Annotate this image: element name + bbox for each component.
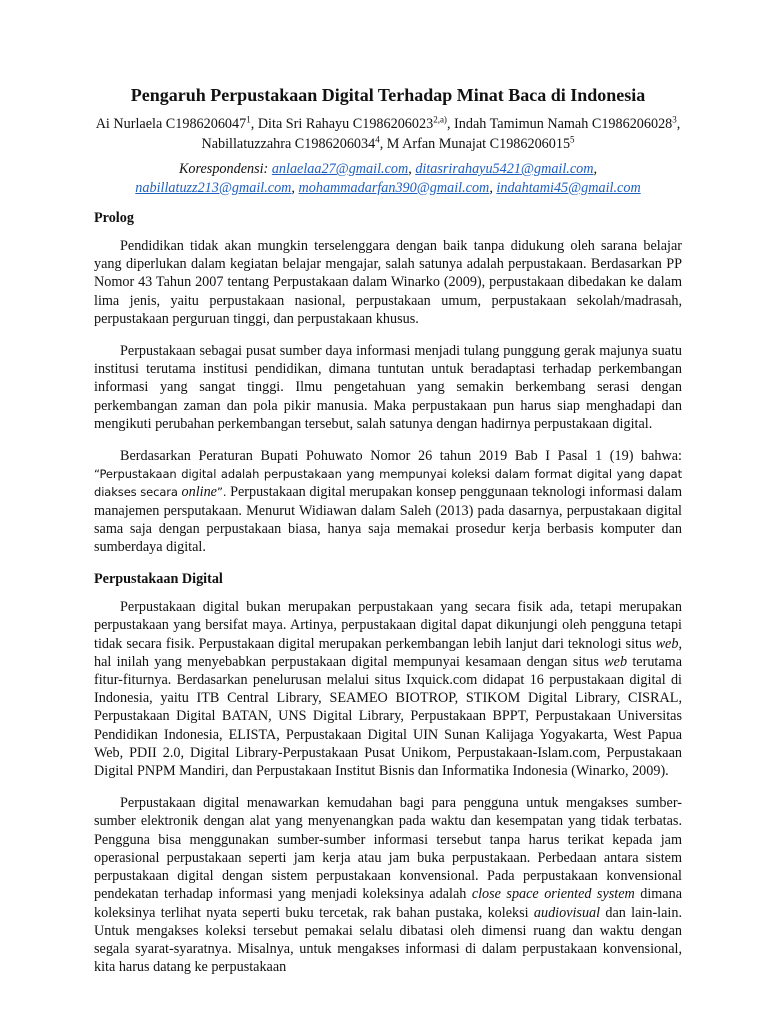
italic-term: close space oriented system — [471, 886, 635, 903]
paper-title: Pengaruh Perpustakaan Digital Terhadap Minat Baca di Indonesia — [130, 85, 646, 105]
italic-term: online — [181, 484, 217, 501]
author-name: Ai Nurlaela C1986206047 — [95, 116, 247, 132]
author-name: , Indah Tamimun Namah C1986206028 — [446, 116, 673, 132]
email-link[interactable]: mohammadarfan390@gmail.com — [298, 179, 490, 196]
affiliation-mark: 3 — [672, 114, 677, 125]
email-link[interactable]: indahtami45@gmail.com — [496, 179, 641, 196]
email-link[interactable]: anlaelaa27@gmail.com — [271, 161, 409, 177]
email-link[interactable]: nabillatuzz213@gmail.com — [135, 179, 292, 196]
author-name: , M Arfan Munajat C1986206015 — [379, 136, 571, 152]
italic-term: web — [604, 653, 628, 670]
quote-text: “Perpustakaan digital adalah perpustakaan yang mempunyai koleksi dalam format digital yang dapat diakses secara — [94, 467, 682, 500]
affiliation-mark: 2,a) — [433, 114, 447, 125]
italic-term: web — [655, 635, 679, 652]
author-list — [94, 114, 682, 154]
paragraph-text: dan lain-lain. Untuk mengakses koleksi tersebut pemakai selalu dibatasi oleh dimensi ruang dan waktu dengan segala syarat-syaratnya. Misalnya, untuk mengakses informasi di dalam perpustakaan konvensional, kita harus datang ke perpustakaan — [94, 904, 682, 976]
correspondence-line: Korespondensi: anlaelaa27@gmail.com, ditasrirahayu5421@gmail.com, nabillatuzz213@gmail.com, mohammadarfan390@gmail.com, indahtami45@gmail.com — [135, 161, 641, 196]
paragraph — [94, 447, 682, 556]
affiliation-mark: 1 — [246, 114, 251, 125]
paragraph-text: , hal inilah yang menyebabkan perpustakaan digital mempunyai kesamaan dengan situs — [94, 635, 682, 670]
paragraph — [94, 794, 682, 976]
quote-end: ”. — [216, 485, 231, 500]
author-name: , Nabillatuzzahra C1986206034 — [201, 116, 681, 152]
section-heading-digital: Perpustakaan Digital — [94, 571, 223, 588]
paragraph-text: dimana koleksinya terlihat nyata seperti buku tercetak, rak bahan pustaka, koleksi — [94, 886, 682, 921]
affiliation-mark: 4 — [375, 134, 380, 145]
paragraph-text: Berdasarkan Peraturan Bupati Pohuwato Nomor 26 tahun 2019 Bab I Pasal 1 (19) bahwa: — [120, 448, 682, 465]
affiliation-mark: 5 — [570, 134, 575, 145]
paragraph: Pendidikan tidak akan mungkin terselenggara dengan baik tanpa didukung oleh sarana belajar yang diperlukan dalam kegiatan belajar mengajar, salah satunya adalah perpustakaan. Berdasarkan PP Nomor 43 Tahun 2007 tentang Perpustakaan dalam Winarko (2009), perpustakaan dibedakan ke dalam lima jenis, yaitu perpustakaan nasional, perpustakaan umum, perpustakaan sekolah/madrasah, perpustakaan perguruan tinggi, dan perpustakaan khusus. — [94, 238, 682, 327]
paragraph-text: terutama fitur-fiturnya. Berdasarkan penelurusan melalui situs Ixquick.com didapat 16 perpustakaan digital di Indonesia, yaitu ITB Central Library, SEAMEO BIOTROP, STIKOM Digital Library, CISRAL, Perpustakaan Digital BATAN, UNS Digital Library, Perpustakaan BPPT, Perpustakaan Universitas Pendidikan Indonesia, ELISTA, Perpustakaan Digital UIN Sunan Kalijaga Yogyakarta, West Papua Web, PDII 2.0, Digital Library-Perpustakaan Pusat Unikom, Perpustakaan-Islam.com, Perpustakaan Digital PNPM Mandiri, dan Perpustakaan Institut Bisnis dan Informatika Indonesia (Winarko, 2009). — [94, 653, 682, 780]
paragraph-text: Perpustakaan digital bukan merupakan perpustakaan yang secara fisik ada, tetapi merupakan perpustakaan yang bersifat maya. Artinya, perpustakaan digital dapat dikunjungi oleh pengguna tetapi tidak secara fisik. Perpustakaan digital merupakan perkembangan lebih lanjut dari teknologi situs — [94, 599, 682, 652]
paragraph-text: Perpustakaan digital merupakan konsep penggunaan teknologi informasi dalam manajemen persputakaan. Menurut Widiawan dalam Saleh (2013) pada dasarnya, perpustakaan digital sama saja dengan perpustakaan biasa, hanya saja memakai prosedur kerja berbasis komputer dan sumberdaya digital. — [94, 484, 682, 556]
italic-term: audiovisual — [533, 904, 601, 921]
paragraph — [94, 598, 682, 780]
paragraph: Perpustakaan sebagai pusat sumber daya informasi menjadi tulang punggung gerak majunya suatu institusi terutama institusi pendidikan, dimana tuntutan untuk beradaptasi terhadap perkembangan informasi yang sangat tinggi. Ilmu pengetahuan yang semakin berkembang serasi dengan perkembangan zaman dan pola pikir manusia. Maka perpustakaan pun harus siap menghadapi dan mengikuti perubahan perkembangan tersebut, salah satunya dengan hadirnya perpustakaan digital. — [94, 343, 682, 432]
author-name: , Dita Sri Rahayu C1986206023 — [250, 116, 434, 132]
email-link[interactable]: ditasrirahayu5421@gmail.com — [415, 161, 594, 177]
section-heading-prolog: Prolog — [94, 210, 134, 226]
correspondence-label: Korespondensi: — [178, 161, 272, 177]
paragraph-text: Perpustakaan digital menawarkan kemudahan bagi para pengguna untuk mengakses sumber-sumber elektronik dengan alat yang menyenangkan pada waktu dan kesempatan yang tidak terbatas. Pengguna bisa menggunakan sumber-sumber informasi tersebut tanpa harus terikat kepada jam operasional perpustakaan seperti jam kerja atau jam buka perpustakaan. Perbedaan antara sistem perpustakaan digital dengan sistem perpustakaan konvensional. Pada perpustakaan konvensional pendekatan terhadap informasi yang menjadi koleksinya adalah — [94, 795, 682, 903]
